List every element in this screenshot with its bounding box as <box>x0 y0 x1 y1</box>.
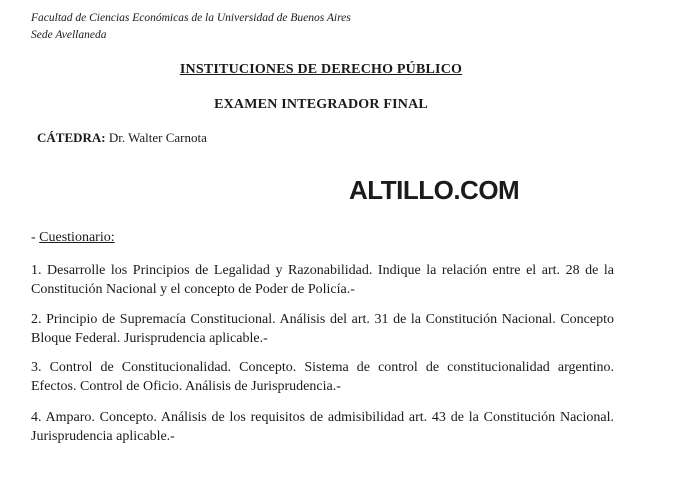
document-title: INSTITUCIONES DE DERECHO PÚBLICO <box>179 62 463 77</box>
questionnaire-heading <box>31 230 115 246</box>
question-item: 3. Control de Constitucionalidad. Concepto. Sistema de control de constitucionalidad argentino. Efectos. Control de Oficio. Análisis de Jurisprudencia.- <box>31 360 614 394</box>
campus-name: Sede Avellaneda <box>31 29 107 41</box>
catedra-label: CÁTEDRA: <box>37 130 106 145</box>
catedra-value: Dr. Walter Carnota <box>105 130 207 145</box>
question-item: 1. Desarrolle los Principios de Legalidad y Razonabilidad. Indique la relación entre el art. 28 de la Constitución Nacional y el concepto de Poder de Policía.- <box>31 263 614 297</box>
catedra-line <box>37 130 207 146</box>
questionnaire-label: Cuestionario: <box>39 230 115 245</box>
faculty-name: Facultad de Ciencias Económicas de la Universidad de Buenos Aires <box>31 12 351 24</box>
exam-title: EXAMEN INTEGRADOR FINAL <box>214 97 428 112</box>
question-item: 2. Principio de Supremacía Constitucional. Análisis del art. 31 de la Constitución Nacional. Concepto Bloque Federal. Jurisprudencia aplicable.- <box>31 312 614 346</box>
watermark-logo: ALTILLO.COM <box>349 175 520 205</box>
questionnaire-prefix: - <box>31 230 40 245</box>
question-item: 4. Amparo. Concepto. Análisis de los requisitos de admisibilidad art. 43 de la Constitución Nacional. Jurisprudencia aplicable.- <box>31 410 614 444</box>
